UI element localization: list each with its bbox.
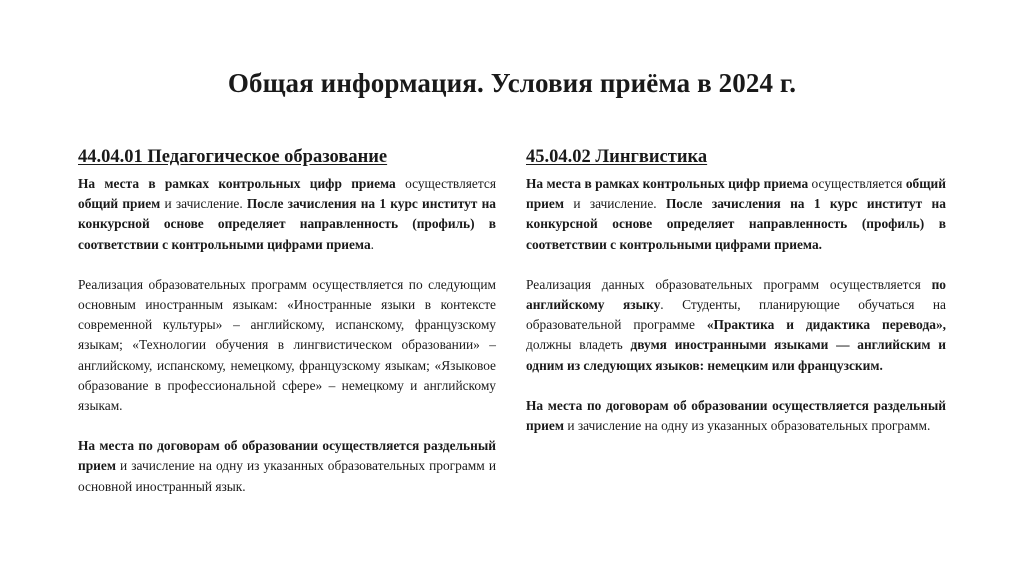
text-run: После зачисления на 1 курс институт на конкурсной основе определяет направленность (профиль) в соответствии с контрольными цифрами приема: [78, 196, 496, 252]
text-run: «Практика и дидактика перевода»,: [706, 317, 946, 333]
text-run: осуществляется: [405, 176, 496, 191]
program-heading-pedagogical: 44.04.01 Педагогическое образование: [78, 147, 388, 167]
text-run: .: [370, 236, 375, 252]
text-run: двумя иностранными языками — английским и одним из следующих языков: немецким или французским.: [526, 337, 947, 373]
text-run: по английскому языку: [526, 276, 946, 313]
page-title: Общая информация. Условия приёма в 2024 г.: [227, 68, 797, 98]
languages-paragraph: [526, 275, 946, 376]
languages-paragraph: Реализация образовательных программ осуществляется по следующим основным иностранным языкам: «Иностранные языки в контексте современной культуры» – английскому, испанскому, французскому языкам; «Технологии обучения в лингвистическом образовании» – английскому, испанскому, немецкому, французскому языкам; «Языковое образование в профессиональной сфере» – немецкому и английскому языкам.: [78, 276, 496, 414]
left-column: [78, 146, 496, 497]
text-run: и зачисление на одну из указанных образовательных программ и основной иностранный язык.: [78, 458, 496, 494]
text-run: На места по договорам об образовании осуществляется раздельный прием: [78, 438, 496, 474]
text-run: и зачисление.: [164, 196, 243, 212]
text-run: На места по договорам об образовании осуществляется раздельный прием: [526, 397, 946, 434]
text-run: общий прием: [526, 176, 946, 212]
budget-admission-paragraph: [78, 174, 496, 255]
contract-admission-paragraph: [526, 396, 946, 436]
text-run: На места в рамках контрольных цифр приема: [78, 176, 396, 191]
text-run: осуществляется: [811, 176, 903, 191]
text-run: должны владеть: [526, 337, 623, 353]
text-run: Реализация данных образовательных программ осуществляется: [526, 276, 921, 292]
text-run: . Студенты, планирующие обучаться на образовательной программе: [526, 297, 946, 333]
right-column: [526, 146, 946, 436]
text-run: и зачисление.: [573, 196, 657, 212]
text-run: общий прием: [78, 196, 161, 212]
text-run: и зачисление на одну из указанных образовательных программ.: [567, 418, 931, 434]
text-run: После зачисления на 1 курс институт на конкурсной основе определяет направленность (профиль) в соответствии с контрольными цифрами приема.: [526, 196, 946, 252]
budget-admission-paragraph: [526, 174, 946, 255]
contract-admission-paragraph: [78, 436, 496, 497]
text-run: На места в рамках контрольных цифр приема: [526, 176, 809, 191]
program-heading-linguistics: 45.04.02 Лингвистика: [526, 147, 708, 167]
